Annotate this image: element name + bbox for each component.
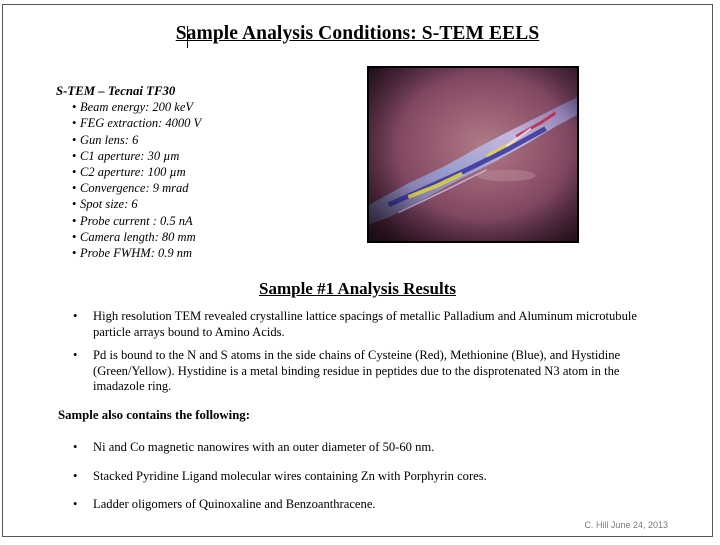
- instrument-heading: S-TEM – Tecnai TF30: [56, 84, 176, 98]
- also-contains-list: [73, 440, 673, 513]
- sample-micrograph-image: [367, 66, 579, 243]
- micrograph-drawing: [369, 68, 577, 241]
- spec-item: • Spot size: 6: [76, 196, 201, 212]
- document-page: [2, 4, 713, 537]
- list-item: • Pd is bound to the N and S atoms in the side chains of Cysteine (Red), Methionine (Blue), and Hystidine (Green/Yellow). Hystidine is a metal binding residue in peptides due to the disprotenated N3 atom in the imadazole ring.: [73, 348, 673, 395]
- spec-item: • Probe FWHM: 0.9 nm: [76, 245, 201, 261]
- list-item: • Ni and Co magnetic nanowires with an outer diameter of 50-60 nm.: [73, 440, 673, 456]
- instrument-specs: [56, 83, 201, 261]
- spec-item: • Convergence: 9 mrad: [76, 180, 201, 196]
- spec-item: • C1 aperture: 30 µm: [76, 148, 201, 164]
- page-title: Sample Analysis Conditions: S-TEM EELS: [175, 23, 540, 44]
- spec-item: • FEG extraction: 4000 V: [76, 115, 201, 131]
- results-section: [73, 309, 673, 403]
- results-list: [73, 309, 673, 395]
- spec-item: • Camera length: 80 mm: [76, 229, 201, 245]
- spec-item: • Probe current : 0.5 nA: [76, 213, 201, 229]
- list-item: • High resolution TEM revealed crystalline lattice spacings of metallic Palladium and Aluminum microtubule particle arrays bound to Amino Acids.: [73, 309, 673, 340]
- spec-list: [56, 99, 201, 261]
- list-item: • Stacked Pyridine Ligand molecular wires containing Zn with Porphyrin cores.: [73, 469, 673, 485]
- list-item: • Ladder oligomers of Quinoxaline and Benzoanthracene.: [73, 497, 673, 513]
- spec-item: • Beam energy: 200 keV: [76, 99, 201, 115]
- spec-item: • C2 aperture: 100 µm: [76, 164, 201, 180]
- author-signature: C. Hill June 24, 2013: [584, 520, 668, 530]
- also-contains-heading: Sample also contains the following:: [58, 408, 250, 422]
- spec-item: • Gun lens: 6: [76, 132, 201, 148]
- results-heading: Sample #1 Analysis Results: [259, 279, 456, 298]
- also-contains-section: [73, 440, 673, 526]
